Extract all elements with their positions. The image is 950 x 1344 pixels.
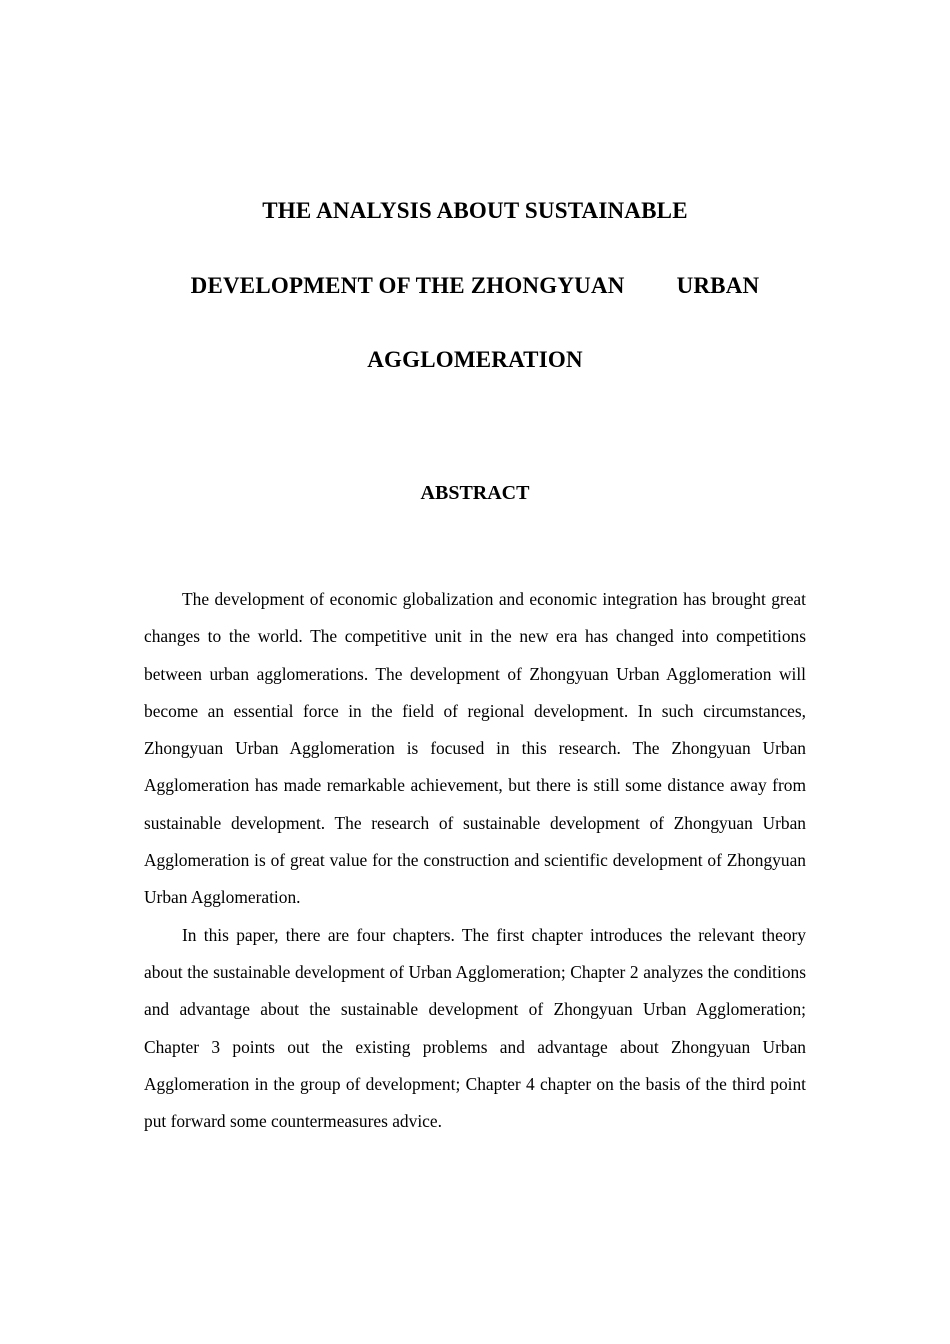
title-line-2 — [0, 273, 950, 299]
title-line-2-end: URBAN — [676, 273, 760, 298]
abstract-paragraph-1: The development of economic globalization and economic integration has brought great changes to the world. The competitive unit in the new era has changed into competitions between urban agglomerations. The development of Zhongyuan Urban Agglomeration will become an essential force in the field of regional development. In such circumstances, Zhongyuan Urban Agglomeration is focused in this research. The Zhongyuan Urban Agglomeration has made remarkable achievement, but there is still some distance away from sustainable development. The research of sustainable development of Zhongyuan Urban Agglomeration is of great value for the construction and scientific development of Zhongyuan Urban Agglomeration. — [144, 589, 806, 908]
title-line-3: AGGLOMERATION — [367, 347, 583, 372]
title-line-2-main: DEVELOPMENT OF THE ZHONGYUAN — [190, 273, 625, 298]
title-line-1: THE ANALYSIS ABOUT SUSTAINABLE — [262, 198, 688, 223]
abstract-body — [144, 581, 806, 1140]
abstract-heading: ABSTRACT — [420, 482, 530, 504]
abstract-paragraph-2: In this paper, there are four chapters. The first chapter introduces the relevant theory about the sustainable development of Urban Agglomeration; Chapter 2 analyzes the conditions and advantage about the sustainable development of Zhongyuan Urban Agglomeration; Chapter 3 points out the existing problems and advantage about Zhongyuan Urban Agglomeration in the group of development; Chapter 4 chapter on the basis of the third point put forward some countermeasures advice. — [144, 924, 806, 1132]
